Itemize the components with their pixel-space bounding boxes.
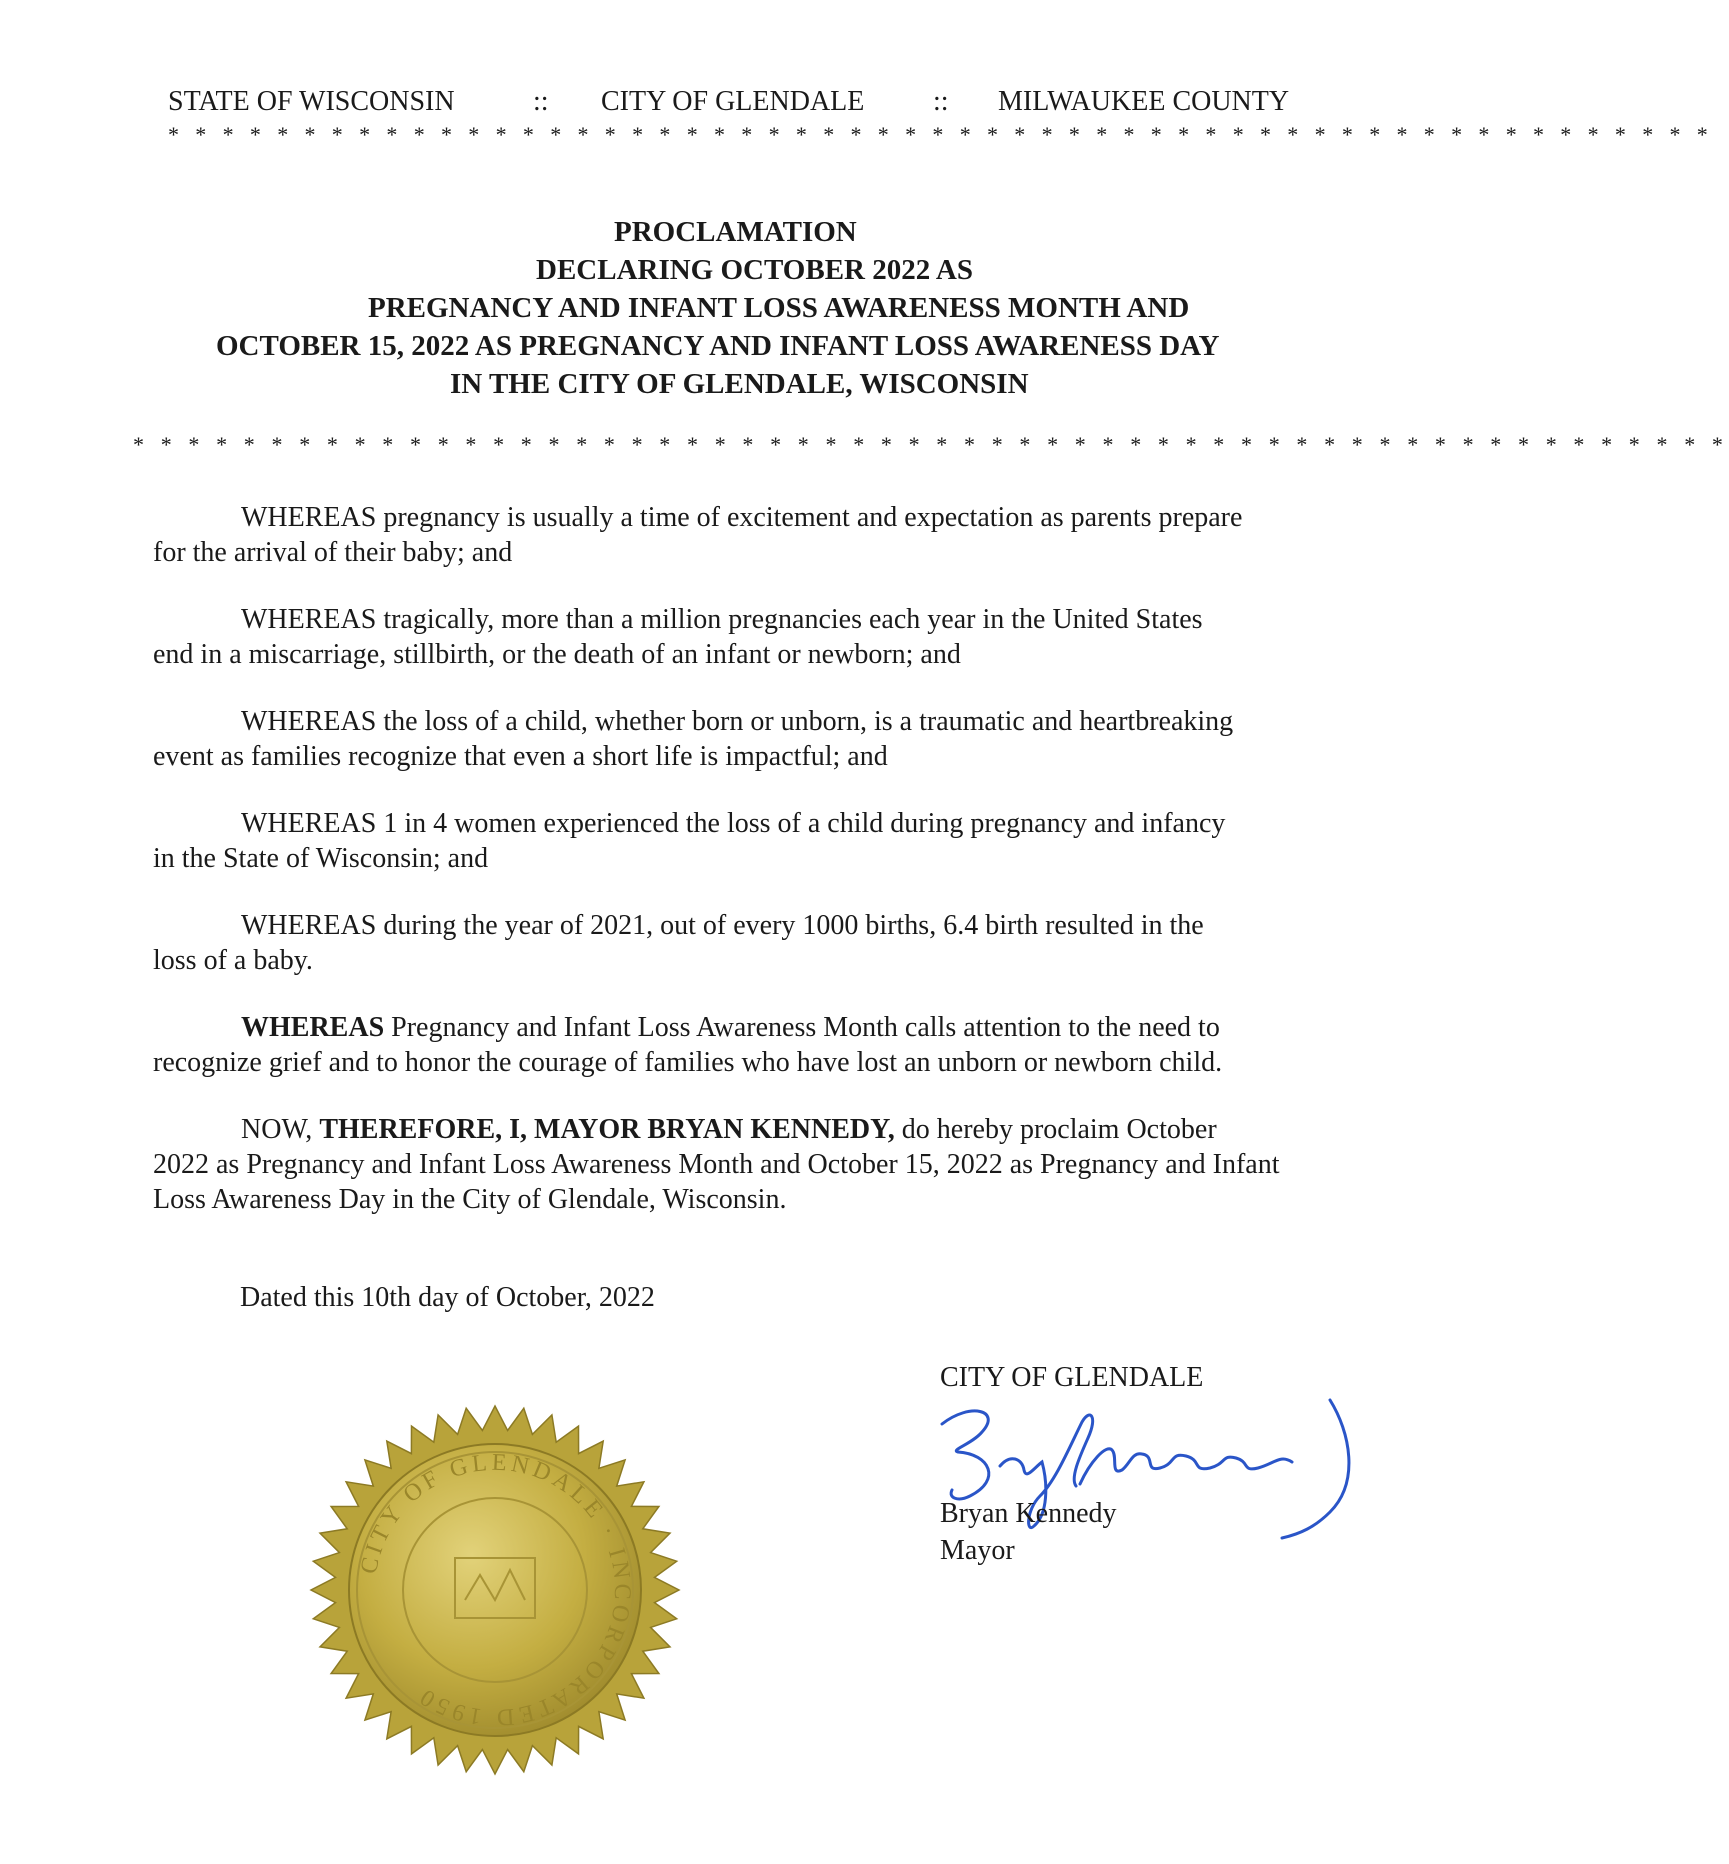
title-line-5: IN THE CITY OF GLENDALE, WISCONSIN: [450, 368, 1029, 400]
proclamation-paragraph: [153, 1112, 1343, 1217]
paragraph-line: [153, 1112, 1343, 1147]
paragraph-line: recognize grief and to honor the courage of families who have lost an unborn or newborn child.: [153, 1047, 1223, 1078]
title-line-3: PREGNANCY AND INFANT LOSS AWARENESS MONTH AND: [368, 292, 1190, 324]
title-line-2: DECLARING OCTOBER 2022 AS: [536, 254, 973, 286]
paragraph-line: WHEREAS tragically, more than a million pregnancies each year in the United States: [241, 604, 1203, 635]
state-label: STATE OF WISCONSIN: [168, 86, 455, 117]
paragraph-line: for the arrival of their baby; and: [153, 537, 513, 568]
dated-line: Dated this 10th day of October, 2022: [240, 1282, 655, 1313]
paragraph-text: do hereby proclaim October: [894, 1114, 1217, 1145]
star-divider-middle: * * * * * * * * * * * * * * * * * * * * * * * * * * * * * * * * * * * * * * * * * * * * * * * * * * * * * * * * * *: [133, 432, 1729, 457]
title-line-1: PROCLAMATION: [614, 216, 857, 248]
paragraph-line: loss of a baby.: [153, 945, 313, 976]
mayor-declaration: THEREFORE, I, MAYOR BRYAN KENNEDY,: [319, 1114, 895, 1145]
paragraph-line: WHEREAS pregnancy is usually a time of excitement and expectation as parents prepare: [241, 502, 1243, 533]
signer-name: Bryan Kennedy: [940, 1498, 1117, 1529]
paragraph-line: 2022 as Pregnancy and Infant Loss Awareness Month and October 15, 2022 as Pregnancy and Infant: [153, 1149, 1280, 1180]
city-label-header: CITY OF GLENDALE: [601, 86, 865, 117]
header-separator: ::: [533, 86, 549, 117]
paragraph-line: [153, 1010, 1343, 1045]
paragraph-line: Loss Awareness Day in the City of Glendale, Wisconsin.: [153, 1184, 787, 1215]
jurisdiction-header: [168, 86, 1318, 126]
whereas-paragraph: [153, 704, 1343, 774]
paragraph-line: event as families recognize that even a short life is impactful; and: [153, 741, 888, 772]
signer-title: Mayor: [940, 1535, 1015, 1566]
whereas-paragraph: [153, 500, 1343, 570]
city-seal: [305, 1400, 685, 1780]
whereas-paragraph: [153, 908, 1343, 978]
whereas-paragraph: [153, 806, 1343, 876]
paragraph-line: in the State of Wisconsin; and: [153, 843, 489, 874]
county-label: MILWAUKEE COUNTY: [998, 86, 1290, 117]
whereas-paragraph: [153, 602, 1343, 672]
star-divider-top: * * * * * * * * * * * * * * * * * * * * * * * * * * * * * * * * * * * * * * * * * * * * * * * * * * * * * * * * *: [168, 122, 1714, 147]
title-line-4: OCTOBER 15, 2022 AS PREGNANCY AND INFANT LOSS AWARENESS DAY: [216, 330, 1220, 362]
paragraph-line: WHEREAS the loss of a child, whether born or unborn, is a traumatic and heartbreaking: [241, 706, 1234, 737]
paragraph-line: WHEREAS 1 in 4 women experienced the loss of a child during pregnancy and infancy: [241, 808, 1226, 839]
svg-text:CITY OF GLENDALE · INCORPORATE: CITY OF GLENDALE · INCORPORATED 1950: [355, 1449, 636, 1731]
paragraph-text: NOW,: [241, 1114, 320, 1145]
signature-entity: CITY OF GLENDALE: [940, 1362, 1204, 1393]
paragraph-line: end in a miscarriage, stillbirth, or the death of an infant or newborn; and: [153, 639, 961, 670]
paragraph-text: Pregnancy and Infant Loss Awareness Month calls attention to the need to: [384, 1012, 1220, 1043]
whereas-keyword: WHEREAS: [241, 1012, 385, 1043]
header-separator: ::: [933, 86, 949, 117]
paragraph-line: WHEREAS during the year of 2021, out of every 1000 births, 6.4 birth resulted in the: [241, 910, 1204, 941]
whereas-final-paragraph: [153, 1010, 1343, 1080]
